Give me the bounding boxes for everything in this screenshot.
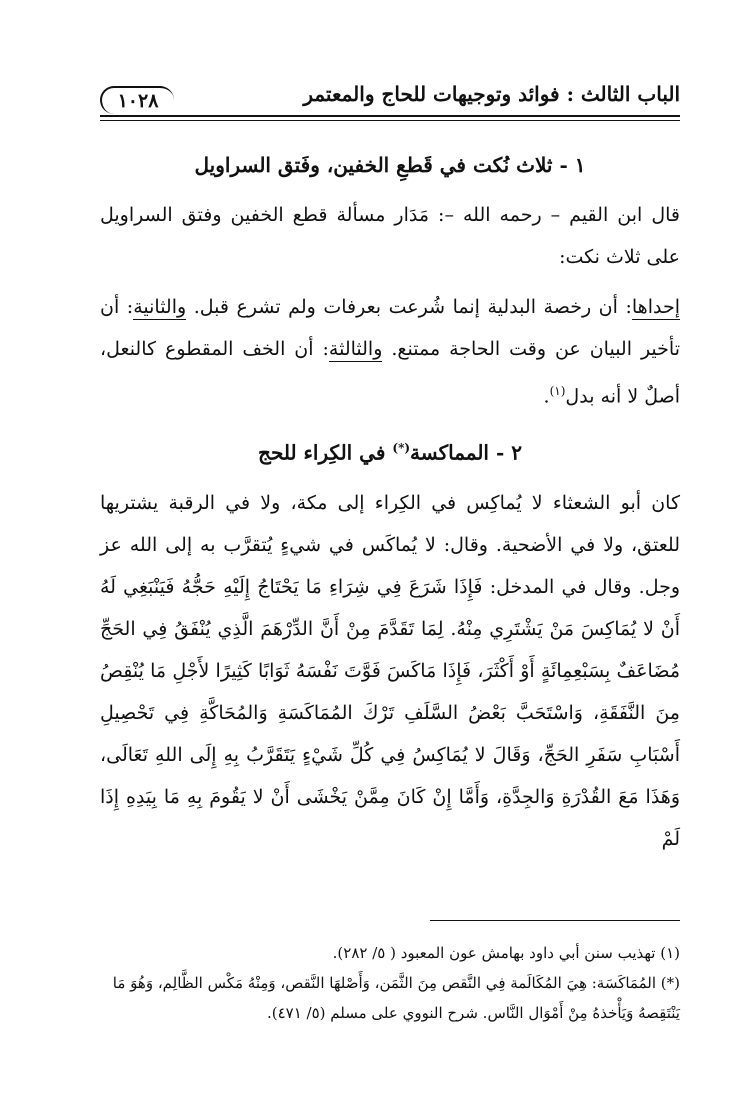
point-1-label: إحداها	[631, 296, 680, 318]
header-rule	[100, 115, 680, 117]
section-1-heading: ١ - ثلاث نُكت في قَطعِ الخفين، وفَتق السراويل	[194, 153, 586, 177]
section-1-paragraph-1: قال ابن القيم – رحمه الله –: مَدَار مسألة قطع الخفين وفتق السراويل على ثلاث نكت:	[100, 204, 680, 268]
paragraph-end: .	[543, 385, 550, 408]
point-2-text: : أن تأخير البيان عن وقت الحاجة ممتنع.	[100, 296, 680, 360]
section-2-quote: فَإِذَا شَرَعَ فِي شِرَاءِ مَا يَحْتَاجُ إِلَيْهِ حَجُّهُ فَيَنْبَغِي لَهُ أَنْ لا يُمَاكِسَ مَنْ يَشْتَرِي مِنْهُ. لِمَا تَقَدَّمَ مِنْ أَنَّ الدِّرْهَمَ الَّذِي يُنْفَقُ فِي الحَجِّ مُضَاعَفٌ بِسَبْعِمِائَةٍ أَوْ أَكْثَرَ، فَإِذَا مَاكَسَ فَوَّتَ نَفْسَهُ ثَوَابًا كَثِيرًا لأَجْلِ مَا يُنْقِصُ مِنَ النَّفَقَةِ، وَاسْتَحَبَّ بَعْضُ السَّلَفِ تَرْكَ المُمَاكَسَةِ وَالمُحَاكَّةِ فِي تَحْصِيلِ أَسْبَابِ سَفَرِ الحَجِّ، وَقَالَ لا يُمَاكِسُ فِي كُلِّ شَيْءٍ يَتَقَرَّبُ بِهِ إِلَى اللهِ تَعَالَى، وَهَذَا مَعَ القُدْرَةِ وَالجِدَّةِ، وَأَمَّا إِنْ كَانَ مِمَّنْ يَخْشَى أَنْ لا يَقُومَ بِهِ مَا بِيَدِهِ إِذَا لَمْ	[100, 575, 680, 850]
footnote-ref-star: (*)	[392, 441, 411, 456]
section-2-paragraph	[100, 482, 680, 860]
point-3-label: والثالثة	[328, 338, 383, 360]
section-2-heading	[100, 433, 680, 468]
footnotes	[100, 938, 680, 1028]
point-3-text: : أن الخف المقطوع كالنعل، أصلٌ لا أنه بدل	[100, 338, 680, 408]
point-2-label: والثانية	[133, 296, 187, 318]
chapter-title: الباب الثالث : فوائد وتوجيهات للحاج والمعتمر	[303, 82, 680, 106]
section-2-text: كان أبو الشعثاء لا يُماكِس في الكِراء إلى مكة، ولا في الرقبة يشتريها للعتق، ولا في الأضحية. وقال: لا يُماكَس في شيءٍ يُتقرَّب به إلى الله عز وجل. وقال في المدخل:	[100, 491, 681, 598]
section-1-paragraph-2	[100, 286, 680, 417]
page-number: ١٠٢٨	[100, 86, 174, 114]
section-2-heading-main: ٢ - المماكسة	[410, 440, 522, 465]
footnote-star: (*) المُمَاكَسَة: هِيَ المُكَالَمة فِي النَّقص مِنَ الثَّمَن، وَأَصْلهَا النَّقص، وَمِنْهُ مَكْس الظَّالِم، وَهُوَ مَا يَنْتَقِصهُ وَيَأْخذهُ مِنْ أَمْوَال النَّاس. شرح النووي على مسلم (٥/ ٤٧١).	[112, 974, 680, 1022]
footnote-1: (١) تهذيب سنن أبي داود بهامش عون المعبود ( ٥/ ٢٨٢).	[332, 944, 680, 962]
point-1-text: : أن رخصة البدلية إنما شُرعت بعرفات ولم تشرع قبل.	[186, 296, 632, 318]
running-header	[100, 78, 680, 118]
main-content	[100, 150, 680, 860]
section-2-heading-rest: في الكِراء للحج	[258, 440, 393, 465]
footnote-ref-1: (١)	[549, 384, 566, 398]
